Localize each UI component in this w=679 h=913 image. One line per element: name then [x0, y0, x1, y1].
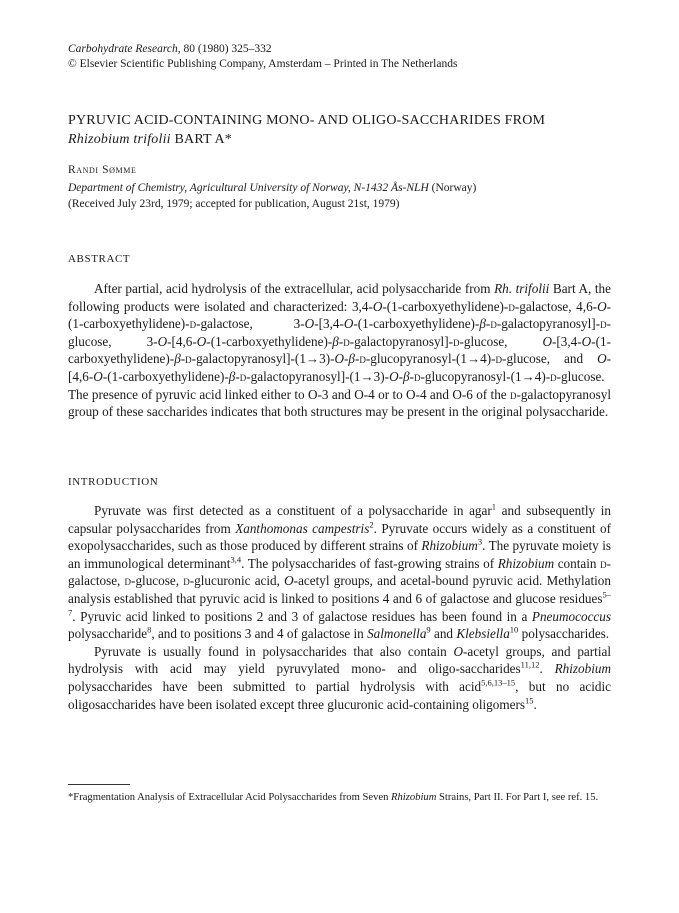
journal-citation: [68, 42, 628, 57]
article-title: [68, 111, 628, 149]
journal-header: [68, 42, 628, 72]
title-organism: Rhizobium trifolii: [68, 132, 171, 147]
title-line-2: [68, 130, 628, 149]
footnote: *Fragmentation Analysis of Extracellular Acid Polysaccharides from Seven Rhizobium Strains, Part II. For Part I, see ref. 15.: [68, 792, 599, 803]
title-line-1: PYRUVIC ACID-CONTAINING MONO- AND OLIGO-SACCHARIDES FROM: [68, 113, 546, 128]
affiliation-line: [68, 180, 648, 196]
abstract-text: [68, 280, 611, 421]
journal-volume: , 80 (1980) 325–332: [177, 43, 272, 55]
journal-name: Carbohydrate Research: [68, 43, 178, 55]
received-dates: (Received July 23rd, 1979; accepted for publication, August 21st, 1979): [68, 198, 400, 210]
affiliation-country: (Norway): [428, 182, 477, 194]
introduction-heading: INTRODUCTION: [68, 476, 159, 488]
affiliation-department: Department of Chemistry, Agricultural University of Norway, N-1432 Ås-NLH: [68, 182, 429, 194]
abstract-body: After partial, acid hydrolysis of the extracellular, acid polysaccharide from Rh. trifolii Bart A, the following products were isolated and characterized: 3,4-O-(1-carboxyethylidene)-d-galactose, 4,6-O-(1-carboxyethylidene)-d-galactose, 3-O-[3,4-O-(1-carboxyethylidene)-β-d-galactopyranosyl]-d-glucose, 3-O-[4,6-O-(1-carboxyethylidene)-β-d-galactopyranosyl]-d-glucose, O-[3,4-O-(1-carboxyethylidene)-β-d-galactopyranosyl]-(1→3)-O-β-d-glucopyranosyl-(1→4)-d-glucose, and O-[4,6-O-(1-carboxyethylidene)-β-d-galactopyranosyl]-(1→3)-O-β-d-glucopyranosyl-(1→4)-d-glucose. The presence of pyruvic acid linked either to O-3 and O-4 or to O-4 and O-6 of the d-galactopyranosyl group of these saccharides indicates that both structures may be present in the original polysaccharide.: [68, 281, 611, 420]
publisher-line: © Elsevier Scientific Publishing Company, Amsterdam – Printed in The Netherlands: [68, 58, 458, 70]
introduction-paragraph-1: [68, 502, 611, 713]
footnote-divider: [68, 784, 130, 785]
affiliation: [68, 180, 648, 212]
title-strain: BART A*: [170, 132, 232, 147]
intro-para-2-body: Pyruvate is usually found in polysaccharides that also contain O-acetyl groups, and partial hydrolysis with acid may yield pyruvylated mono- and oligo-saccharides$^{11,12}$. Rhizobium polysaccharides have been submitted to partial hydrolysis with acid$^{5,6,13-15}$, but no acidic oligosaccharides have been isolated except three glucuronic acid-containing oligomers$^{15}$.: [68, 643, 611, 712]
intro-para-1-body: Pyruvate was first detected as a constituent of a polysaccharide in agar$^1$ and subsequently in capsular polysaccharides from Xanthomonas campestris$^2$. Pyruvate occurs widely as a constituent of exopolysaccharides, such as those produced by different strains of Rhizobium$^3$. The pyruvate moiety is an immunological determinant$^{3,4}$. The polysaccharides of fast-growing strains of Rhizobium contain d-galactose, d-glucose, d-glucuronic acid, O-acetyl groups, and acetal-bound pyruvic acid. Methylation analysis established that pyruvic acid is linked to positions 4 and 6 of galactose and glucose residues$^{5-7}$. Pyruvic acid linked to positions 2 and 3 of galactose residues has been found in a Pneumococcus polysaccharide$^8$, and to positions 3 and 4 of galactose in Salmonella$^9$ and Klebsiella$^{10}$ polysaccharides.: [68, 501, 611, 642]
author-name: Randi Sømme: [68, 164, 137, 176]
abstract-heading: ABSTRACT: [68, 253, 131, 265]
